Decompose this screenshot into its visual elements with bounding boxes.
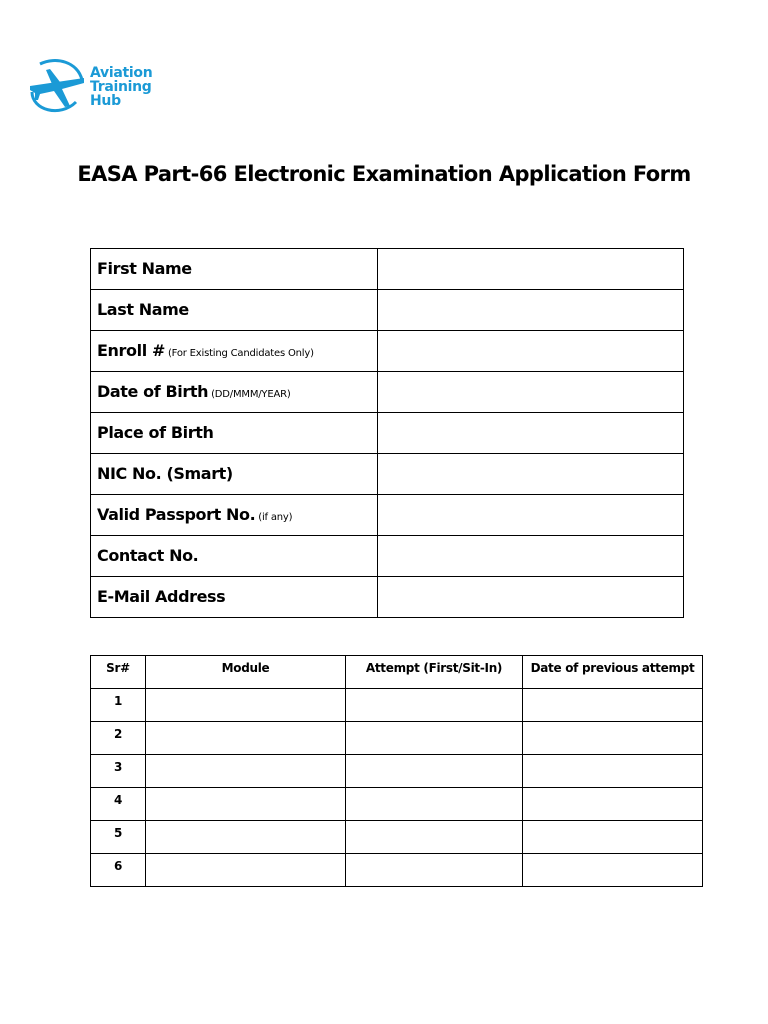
logo-line-aviation: Aviation	[90, 65, 153, 81]
module-cell[interactable]	[146, 821, 346, 854]
applicant-info-table	[90, 248, 684, 618]
nic-no-field[interactable]	[378, 454, 684, 495]
row-first-name	[91, 249, 684, 290]
date-cell[interactable]	[523, 788, 703, 821]
sr-cell: 2	[91, 722, 146, 755]
attempt-cell[interactable]	[346, 689, 523, 722]
date-of-birth-label: Date of Birth	[97, 382, 209, 401]
table-row	[91, 788, 703, 821]
page-title: EASA Part-66 Electronic Examination Application Form	[77, 162, 691, 186]
module-cell[interactable]	[146, 722, 346, 755]
date-of-birth-field[interactable]	[378, 372, 684, 413]
header-date-previous-attempt: Date of previous attempt	[523, 656, 703, 689]
table-row	[91, 854, 703, 887]
module-cell[interactable]	[146, 689, 346, 722]
logo-line-training: Training	[90, 79, 152, 95]
sr-cell: 3	[91, 755, 146, 788]
row-email	[91, 577, 684, 618]
row-passport-no	[91, 495, 684, 536]
contact-no-field[interactable]	[378, 536, 684, 577]
passport-no-field[interactable]	[378, 495, 684, 536]
passport-no-note: (if any)	[258, 512, 293, 523]
logo-line-hub: Hub	[90, 93, 121, 109]
date-cell[interactable]	[523, 755, 703, 788]
attempt-cell[interactable]	[346, 755, 523, 788]
last-name-field[interactable]	[378, 290, 684, 331]
header-attempt: Attempt (First/Sit-In)	[346, 656, 523, 689]
module-cell[interactable]	[146, 788, 346, 821]
contact-no-label: Contact No.	[97, 546, 199, 565]
row-place-of-birth	[91, 413, 684, 454]
row-enroll	[91, 331, 684, 372]
module-cell[interactable]	[146, 854, 346, 887]
passport-no-label: Valid Passport No.	[97, 505, 256, 524]
modules-header-row	[91, 656, 703, 689]
date-cell[interactable]	[523, 689, 703, 722]
module-cell[interactable]	[146, 755, 346, 788]
row-nic-no	[91, 454, 684, 495]
table-row	[91, 689, 703, 722]
date-cell[interactable]	[523, 854, 703, 887]
email-field[interactable]	[378, 577, 684, 618]
attempt-cell[interactable]	[346, 722, 523, 755]
airplane-logo-icon	[26, 56, 88, 116]
place-of-birth-field[interactable]	[378, 413, 684, 454]
email-label: E-Mail Address	[97, 587, 226, 606]
row-contact-no	[91, 536, 684, 577]
attempt-cell[interactable]	[346, 788, 523, 821]
sr-cell: 5	[91, 821, 146, 854]
enroll-label: Enroll #	[97, 341, 165, 360]
first-name-field[interactable]	[378, 249, 684, 290]
sr-cell: 6	[91, 854, 146, 887]
last-name-label: Last Name	[97, 300, 189, 319]
place-of-birth-label: Place of Birth	[97, 423, 214, 442]
header-module: Module	[146, 656, 346, 689]
table-row	[91, 821, 703, 854]
sr-cell: 4	[91, 788, 146, 821]
modules-table	[90, 655, 703, 887]
logo	[26, 56, 166, 116]
first-name-label: First Name	[97, 259, 192, 278]
table-row	[91, 722, 703, 755]
enroll-field[interactable]	[378, 331, 684, 372]
row-last-name	[91, 290, 684, 331]
date-cell[interactable]	[523, 722, 703, 755]
nic-no-label: NIC No. (Smart)	[97, 464, 233, 483]
date-cell[interactable]	[523, 821, 703, 854]
table-row	[91, 755, 703, 788]
logo-text	[90, 66, 170, 108]
row-date-of-birth	[91, 372, 684, 413]
enroll-note: (For Existing Candidates Only)	[167, 348, 314, 359]
attempt-cell[interactable]	[346, 821, 523, 854]
date-of-birth-format-note: (DD/MMM/YEAR)	[211, 389, 291, 400]
attempt-cell[interactable]	[346, 854, 523, 887]
sr-cell: 1	[91, 689, 146, 722]
header-sr: Sr#	[91, 656, 146, 689]
